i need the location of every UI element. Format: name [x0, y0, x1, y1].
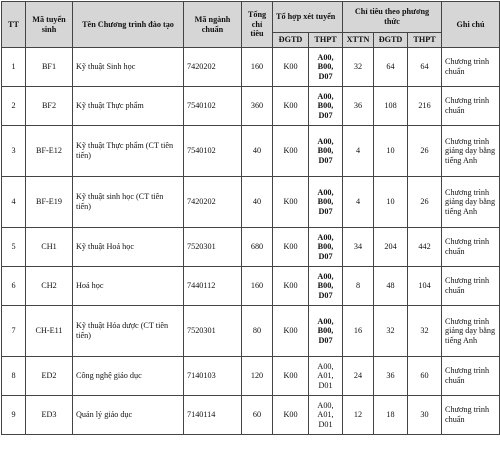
cell-dgtd-quota: 36 [374, 357, 408, 396]
cell-thpt-combo: A00, B00, D07 [309, 87, 343, 126]
cell-dgtd-combo: K00 [273, 87, 309, 126]
cell-program-name: Kỹ thuật Thực phẩm (CT tiên tiến) [73, 126, 184, 177]
cell-thpt-combo: A00, B00, D07 [309, 306, 343, 357]
sub-thpt-quota: THPT [408, 33, 442, 48]
cell-program-name: Quản lý giáo dục [73, 396, 184, 435]
cell-major-code: 7520301 [184, 306, 242, 357]
cell-dgtd-quota: 64 [374, 48, 408, 87]
cell-note: Chương trình chuẩn [442, 87, 500, 126]
cell-dgtd-quota: 10 [374, 126, 408, 177]
cell-dgtd-quota: 10 [374, 177, 408, 228]
cell-total: 40 [242, 126, 273, 177]
cell-major-code: 7520301 [184, 228, 242, 267]
cell-code: BF1 [26, 48, 73, 87]
cell-code: BF-E19 [26, 177, 73, 228]
cell-dgtd-combo: K00 [273, 48, 309, 87]
sub-dgtd-quota: ĐGTD [374, 33, 408, 48]
cell-total: 40 [242, 177, 273, 228]
cell-program-name: Kỹ thuật Sinh học [73, 48, 184, 87]
cell-code: ED2 [26, 357, 73, 396]
cell-thpt-quota: 32 [408, 306, 442, 357]
cell-note: Chương trình giảng dạy bằng tiếng Anh [442, 177, 500, 228]
cell-total: 60 [242, 396, 273, 435]
sub-xttn: XTTN [343, 33, 374, 48]
cell-thpt-quota: 104 [408, 267, 442, 306]
cell-total: 160 [242, 48, 273, 87]
col-to-hop: Tổ hợp xét tuyển [273, 2, 343, 33]
cell-code: BF-E12 [26, 126, 73, 177]
cell-major-code: 7140114 [184, 396, 242, 435]
cell-thpt-combo: A00, A01, D01 [309, 357, 343, 396]
cell-thpt-quota: 216 [408, 87, 442, 126]
cell-xttn: 34 [343, 228, 374, 267]
cell-program-name: Kỹ thuật Hoá học [73, 228, 184, 267]
cell-dgtd-combo: K00 [273, 126, 309, 177]
header-row-main [2, 2, 500, 33]
sub-thpt: THPT [309, 33, 343, 48]
col-tt: TT [2, 2, 26, 48]
cell-dgtd-combo: K00 [273, 396, 309, 435]
cell-tt: 3 [2, 126, 26, 177]
cell-tt: 4 [2, 177, 26, 228]
table-row [2, 126, 500, 177]
cell-thpt-quota: 26 [408, 126, 442, 177]
table-row [2, 306, 500, 357]
table-row [2, 48, 500, 87]
cell-xttn: 8 [343, 267, 374, 306]
cell-tt: 9 [2, 396, 26, 435]
cell-major-code: 7420202 [184, 48, 242, 87]
cell-dgtd-combo: K00 [273, 306, 309, 357]
cell-code: CH1 [26, 228, 73, 267]
cell-note: Chương trình chuẩn [442, 357, 500, 396]
cell-code: CH2 [26, 267, 73, 306]
cell-code: CH-E11 [26, 306, 73, 357]
col-ma-tuyen-sinh: Mã tuyển sinh [26, 2, 73, 48]
cell-tt: 6 [2, 267, 26, 306]
cell-total: 360 [242, 87, 273, 126]
cell-dgtd-combo: K00 [273, 228, 309, 267]
cell-dgtd-quota: 32 [374, 306, 408, 357]
cell-note: Chương trình chuẩn [442, 396, 500, 435]
cell-program-name: Công nghệ giáo dục [73, 357, 184, 396]
admission-table [1, 1, 500, 435]
cell-thpt-quota: 30 [408, 396, 442, 435]
cell-note: Chương trình chuẩn [442, 267, 500, 306]
cell-thpt-combo: A00, B00, D07 [309, 177, 343, 228]
cell-tt: 2 [2, 87, 26, 126]
cell-xttn: 12 [343, 396, 374, 435]
cell-dgtd-quota: 204 [374, 228, 408, 267]
table-header [2, 2, 500, 48]
table-row [2, 357, 500, 396]
cell-note: Chương trình chuẩn [442, 228, 500, 267]
cell-xttn: 36 [343, 87, 374, 126]
cell-tt: 1 [2, 48, 26, 87]
cell-thpt-quota: 64 [408, 48, 442, 87]
cell-major-code: 7540102 [184, 87, 242, 126]
cell-xttn: 32 [343, 48, 374, 87]
cell-dgtd-combo: K00 [273, 357, 309, 396]
cell-program-name: Kỹ thuật Hóa dược (CT tiên tiến) [73, 306, 184, 357]
col-tong-chi-tieu: Tổng chỉ tiêu [242, 2, 273, 48]
cell-xttn: 24 [343, 357, 374, 396]
col-ma-nganh: Mã ngành chuẩn [184, 2, 242, 48]
cell-thpt-quota: 26 [408, 177, 442, 228]
cell-tt: 7 [2, 306, 26, 357]
cell-thpt-combo: A00, A01, D01 [309, 396, 343, 435]
cell-xttn: 4 [343, 177, 374, 228]
cell-xttn: 4 [343, 126, 374, 177]
sub-dgtd: ĐGTD [273, 33, 309, 48]
table-row [2, 87, 500, 126]
cell-thpt-combo: A00, B00, D07 [309, 228, 343, 267]
cell-major-code: 7140103 [184, 357, 242, 396]
cell-code: ED3 [26, 396, 73, 435]
table-row [2, 228, 500, 267]
cell-code: BF2 [26, 87, 73, 126]
col-ten-chuong-trinh: Tên Chương trình đào tạo [73, 2, 184, 48]
table-row [2, 267, 500, 306]
cell-thpt-combo: A00, B00, D07 [309, 48, 343, 87]
cell-dgtd-combo: K00 [273, 177, 309, 228]
cell-note: Chương trình giảng dạy bằng tiếng Anh [442, 126, 500, 177]
cell-xttn: 16 [343, 306, 374, 357]
cell-thpt-quota: 60 [408, 357, 442, 396]
table-body [2, 48, 500, 435]
col-ghi-chu: Ghi chú [442, 2, 500, 48]
cell-major-code: 7420202 [184, 177, 242, 228]
cell-note: Chương trình chuẩn [442, 48, 500, 87]
table-row [2, 396, 500, 435]
cell-total: 160 [242, 267, 273, 306]
cell-thpt-combo: A00, B00, D07 [309, 267, 343, 306]
cell-note: Chương trình giảng dạy bằng tiếng Anh [442, 306, 500, 357]
cell-dgtd-combo: K00 [273, 267, 309, 306]
cell-program-name: Kỹ thuật sinh học (CT tiên tiến) [73, 177, 184, 228]
cell-dgtd-quota: 108 [374, 87, 408, 126]
cell-total: 680 [242, 228, 273, 267]
table-row [2, 177, 500, 228]
cell-thpt-combo: A00, B00, D07 [309, 126, 343, 177]
cell-program-name: Hoá học [73, 267, 184, 306]
cell-dgtd-quota: 18 [374, 396, 408, 435]
cell-thpt-quota: 442 [408, 228, 442, 267]
cell-dgtd-quota: 48 [374, 267, 408, 306]
cell-tt: 5 [2, 228, 26, 267]
cell-total: 80 [242, 306, 273, 357]
cell-program-name: Kỹ thuật Thực phẩm [73, 87, 184, 126]
cell-total: 120 [242, 357, 273, 396]
cell-major-code: 7440112 [184, 267, 242, 306]
cell-tt: 8 [2, 357, 26, 396]
col-chi-tieu-phuong-thuc: Chỉ tiêu theo phương thức [343, 2, 442, 33]
cell-major-code: 7540102 [184, 126, 242, 177]
